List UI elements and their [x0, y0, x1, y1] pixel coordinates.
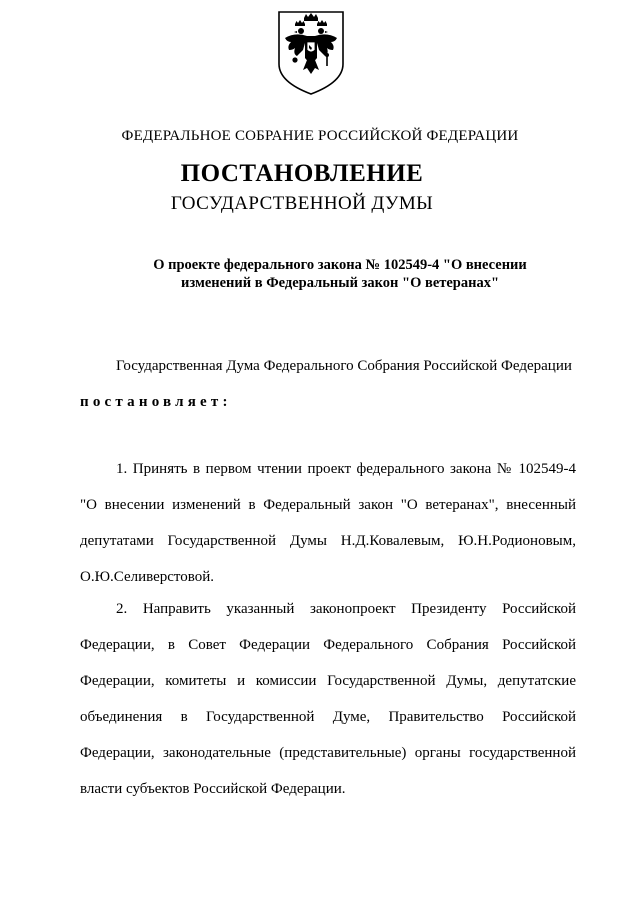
paragraph-line: власти субъектов Российской Федерации.	[80, 781, 346, 797]
subject-line: О проекте федерального закона № 102549-4 "О внесении	[153, 257, 527, 273]
document-title: ПОСТАНОВЛЕНИЕ	[180, 160, 424, 187]
preamble-text: Государственная Дума Федерального Собрания Российской Федерации	[116, 358, 572, 374]
resolves-word: постановляет:	[80, 394, 232, 410]
paragraph-line: Федерации, законодательные (представительные) органы государственной	[80, 745, 576, 761]
paragraph-line: Федерации, в Совет Федерации Федерального Собрания Российской	[80, 637, 576, 653]
paragraph-line: депутатами Государственной Думы Н.Д.Ковалевым, Ю.Н.Родионовым,	[80, 533, 576, 549]
document-subject	[80, 256, 600, 292]
paragraph-line: 1. Принять в первом чтении проект федерального закона № 102549-4	[116, 461, 576, 477]
paragraph-line: "О внесении изменений в Федеральный закон "О ветеранах", внесенный	[80, 497, 576, 513]
organization-name: ФЕДЕРАЛЬНОЕ СОБРАНИЕ РОССИЙСКОЙ ФЕДЕРАЦИИ	[121, 128, 519, 144]
document-subtitle: ГОСУДАРСТВЕННОЙ ДУМЫ	[170, 193, 434, 214]
russian-coat-of-arms-icon	[273, 8, 349, 96]
paragraph-line: О.Ю.Селиверстовой.	[80, 569, 215, 585]
paragraph-line: 2. Направить указанный законопроект Президенту Российской	[116, 601, 576, 617]
subject-line: изменений в Федеральный закон "О ветеранах"	[180, 275, 500, 291]
paragraph-line: объединения в Государственной Думе, Правительство Российской	[80, 709, 576, 725]
paragraph-line: Федерации, комитеты и комиссии Государственной Думы, депутатские	[80, 673, 576, 689]
